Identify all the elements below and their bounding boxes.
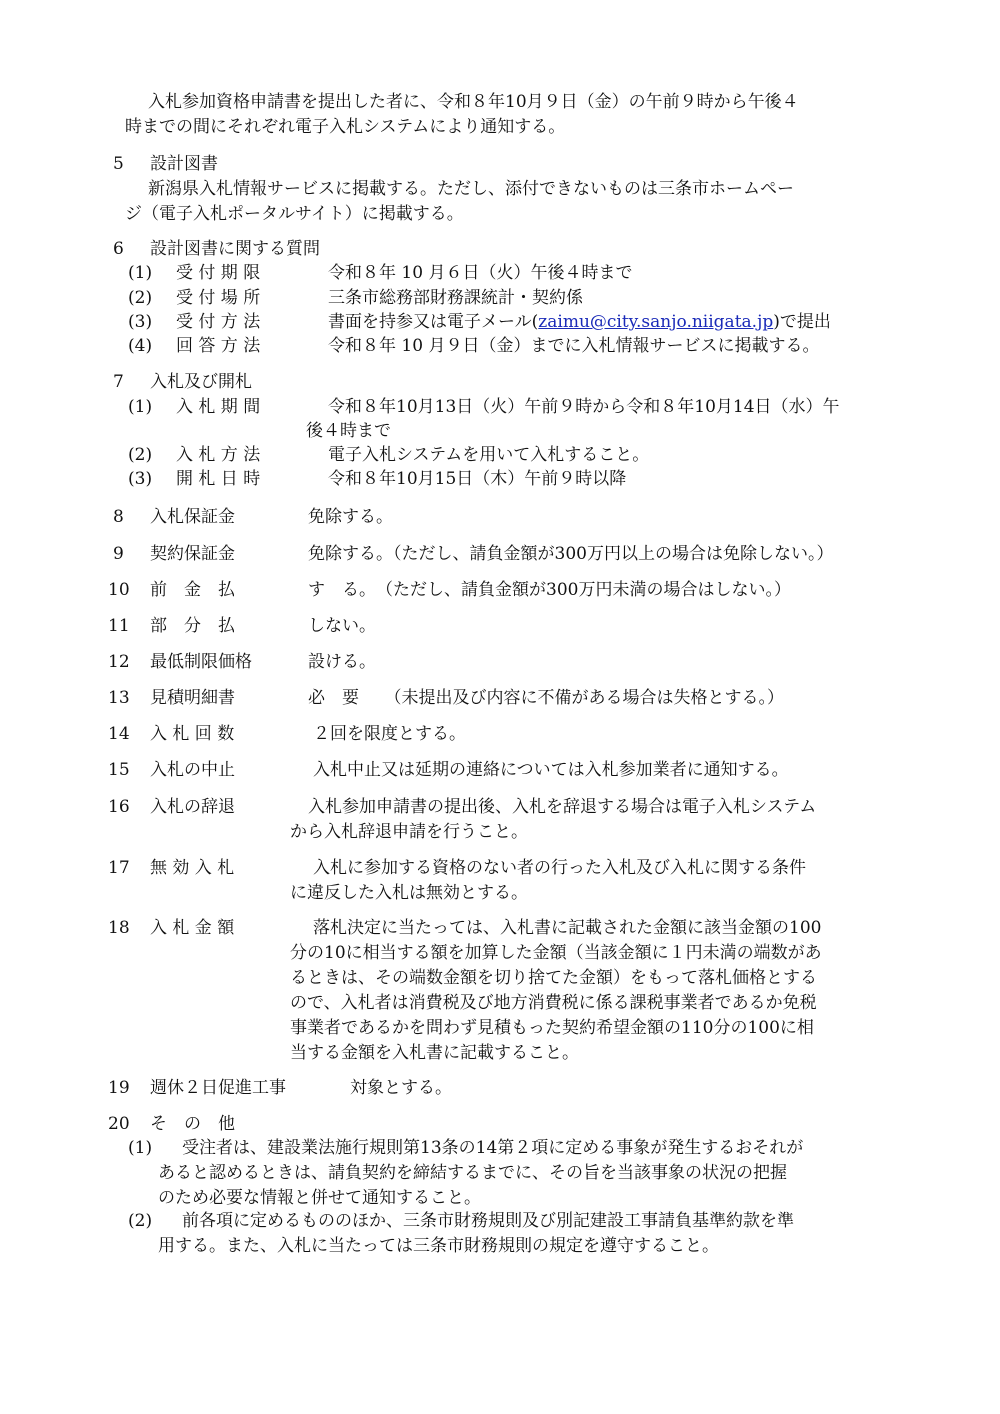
section-20-item-line: のため必要な情報と併せて通知すること。 [158,1188,481,1208]
section-5-number: 5 [113,154,124,174]
section-20-item-line: 前各項に定めるもののほか、三条市財務規則及び別記建設工事請負基準約款を準 [182,1211,794,1231]
section-19-value: 対象とする。 [350,1078,452,1098]
section-18-line: 当する金額を入札書に記載すること。 [290,1043,579,1063]
section-20-item-number: (2) [128,1211,153,1231]
section-5-line-2: ジ（電子入札ポータルサイト）に掲載する。 [125,204,464,224]
section-16-label: 入札の辞退 [150,797,235,817]
section-6-item-label: 受 付 場 所 [176,288,261,308]
section-17-line-2: に違反した入札は無効とする。 [290,883,528,903]
section-18-line: 事業者であるかを問わず見積もった契約希望金額の110分の100に相 [290,1018,814,1038]
section-7-item-value: 電子入札システムを用いて入札すること。 [328,445,650,465]
section-7-item-label: 開 札 日 時 [176,469,261,489]
section-20-item-number: (1) [128,1138,153,1158]
section-8-label: 入札保証金 [150,507,235,527]
section-13-label: 見積明細書 [150,688,235,708]
section-16-number: 16 [108,797,130,817]
section-6-item-label: 受 付 方 法 [176,312,261,332]
email-link[interactable]: zaimu@city.sanjo.niigata.jp [538,312,774,332]
section-16-line-2: から入札辞退申請を行うこと。 [290,822,528,842]
section-11-label: 部 分 払 [150,616,235,636]
section-18-number: 18 [108,918,130,938]
section-14-value: ２回を限度とする。 [313,724,466,744]
section-10-number: 10 [108,580,130,600]
section-7-item-value-cont: 後４時まで [306,421,391,441]
section-7-item-value: 令和８年10月13日（火）午前９時から令和８年10月14日（水）午 [328,397,840,417]
section-8-value: 免除する。 [308,507,393,527]
section-17-number: 17 [108,858,130,878]
section-7-number: 7 [113,372,124,392]
section-6-item-number: (4) [128,336,153,356]
section-16-line-1: 入札参加申請書の提出後、入札を辞退する場合は電子入札システム [308,797,817,817]
section-6-item-label: 回 答 方 法 [176,336,261,356]
section-5-line-1: 新潟県入札情報サービスに掲載する。ただし、添付できないものは三条市ホームペー [148,179,794,199]
intro-line-1: 入札参加資格申請書を提出した者に、令和８年10月９日（金）の午前９時から午後４ [148,92,799,112]
section-7-item-label: 入 札 方 法 [176,445,261,465]
section-7-item-label: 入 札 期 間 [176,397,261,417]
section-13-number: 13 [108,688,130,708]
section-6-item-value [328,310,831,335]
section-6-title: 設計図書に関する質問 [150,239,320,259]
section-6-item-number: (3) [128,312,153,332]
section-6-item-value: 令和８年 10 月９日（金）までに入札情報サービスに掲載する。 [328,336,820,356]
section-9-number: 9 [113,544,124,564]
section-7-item-number: (3) [128,469,153,489]
section-7-item-number: (2) [128,445,153,465]
section-18-line: 落札決定に当たっては、入札書に記載された金額に該当金額の100 [313,918,822,938]
submission-method-text: 書面を持参又は電子メール( [328,312,539,332]
section-14-label: 入 札 回 数 [150,724,235,744]
section-11-value: しない。 [308,616,376,636]
section-18-line: ので、入札者は消費税及び地方消費税に係る課税事業者であるか免税 [290,993,817,1013]
section-9-label: 契約保証金 [150,544,235,564]
section-18-line: るときは、その端数金額を切り捨てた金額）をもって落札価格とする [290,968,817,988]
section-6-item-number: (1) [128,263,153,283]
section-9-value: 免除する。（ただし、請負金額が300万円以上の場合は免除しない。） [308,544,834,564]
intro-line-2: 時までの間にそれぞれ電子入札システムにより通知する。 [125,117,566,137]
section-20-number: 20 [108,1114,130,1134]
section-14-number: 14 [108,724,130,744]
section-12-value: 設ける。 [308,652,376,672]
section-17-line-1: 入札に参加する資格のない者の行った入札及び入札に関する条件 [313,858,806,878]
section-12-label: 最低制限価格 [150,652,252,672]
section-7-item-value: 令和８年10月15日（木）午前９時以降 [328,469,627,489]
section-6-item-number: (2) [128,288,153,308]
section-15-number: 15 [108,760,130,780]
section-6-item-value: 三条市総務部財務課統計・契約係 [328,288,583,308]
submission-method-suffix: )で提出 [773,312,831,332]
section-15-value: 入札中止又は延期の連絡については入札参加業者に通知する。 [313,760,789,780]
section-7-item-number: (1) [128,397,153,417]
section-5-title: 設計図書 [150,154,218,174]
section-15-label: 入札の中止 [150,760,235,780]
section-18-label: 入 札 金 額 [150,918,235,938]
section-11-number: 11 [108,616,130,636]
section-20-label: そ の 他 [150,1114,235,1134]
section-6-number: 6 [113,239,124,259]
section-8-number: 8 [113,507,124,527]
section-20-item-line: あると認めるときは、請負契約を締結するまでに、その旨を当該事象の状況の把握 [158,1163,787,1183]
section-18-line: 分の10に相当する額を加算した金額（当該金額に１円未満の端数があ [290,943,822,963]
section-17-label: 無 効 入 札 [150,858,235,878]
section-19-label: 週休２日促進工事 [150,1078,286,1098]
section-20-item-line: 用する。また、入札に当たっては三条市財務規則の規定を遵守すること。 [158,1236,719,1256]
section-12-number: 12 [108,652,130,672]
section-6-item-value: 令和８年 10 月６日（火）午後４時まで [328,263,633,283]
section-13-value: 必 要 （未提出及び内容に不備がある場合は失格とする。） [308,688,784,708]
section-19-number: 19 [108,1078,130,1098]
section-10-value: す る。 （ただし、請負金額が300万円未満の場合はしない。） [308,580,791,600]
section-10-label: 前 金 払 [150,580,235,600]
section-20-item-line: 受注者は、建設業法施行規則第13条の14第２項に定める事象が発生するおそれが [182,1138,804,1158]
section-6-item-label: 受 付 期 限 [176,263,261,283]
section-7-title: 入札及び開札 [150,372,252,392]
